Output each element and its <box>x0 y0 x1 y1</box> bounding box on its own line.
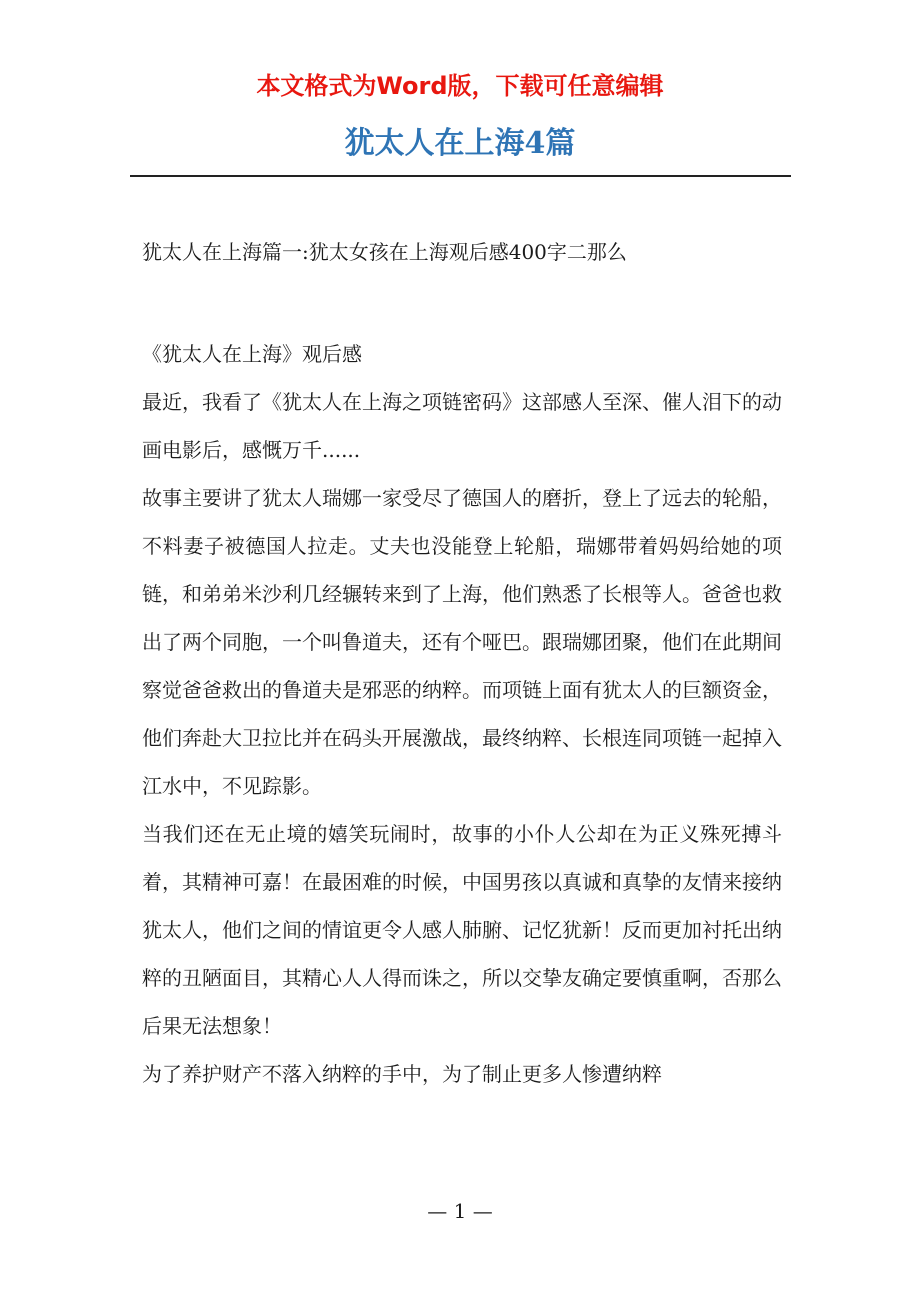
page-number: — 1 — <box>427 1199 493 1223</box>
format-banner: 本文格式为Word版，下载可任意编辑 <box>256 72 664 100</box>
body-paragraph: 最近，我看了《犹太人在上海之项链密码》这部感人至深、催人泪下的动画电影后，感慨万千...... <box>142 390 782 462</box>
body-paragraph: 当我们还在无止境的嬉笑玩闹时，故事的小仆人公却在为正义殊死搏斗着，其精神可嘉！在最困难的时候，中国男孩以真诚和真挚的友情来接纳犹太人，他们之间的情谊更令人感人肺腑、记忆犹新！反而更加衬托出纳粹的丑陋面目，其精心人人得而诛之，所以交挚友确定要慎重啊，否那么后果无法想象！ <box>142 822 782 1038</box>
title-divider <box>130 175 791 177</box>
body-paragraph: 《犹太人在上海》观后感 <box>142 342 362 366</box>
section-heading: 犹太人在上海篇一:犹太女孩在上海观后感400字二那么 <box>142 240 627 264</box>
document-body <box>142 330 782 1098</box>
body-paragraph: 为了养护财产不落入纳粹的手中，为了制止更多人惨遭纳粹 <box>142 1062 662 1086</box>
document-title: 犹太人在上海4篇 <box>344 126 576 161</box>
body-paragraph: 故事主要讲了犹太人瑞娜一家受尽了德国人的磨折，登上了远去的轮船，不料妻子被德国人拉走。丈夫也没能登上轮船，瑞娜带着妈妈给她的项链，和弟弟米沙利几经辗转来到了上海，他们熟悉了长根等人。爸爸也救出了两个同胞，一个叫鲁道夫，还有个哑巴。跟瑞娜团聚，他们在此期间察觉爸爸救出的鲁道夫是邪恶的纳粹。而项链上面有犹太人的巨额资金，他们奔赴大卫拉比并在码头开展激战，最终纳粹、长根连同项链一起掉入江水中，不见踪影。 <box>142 486 782 798</box>
